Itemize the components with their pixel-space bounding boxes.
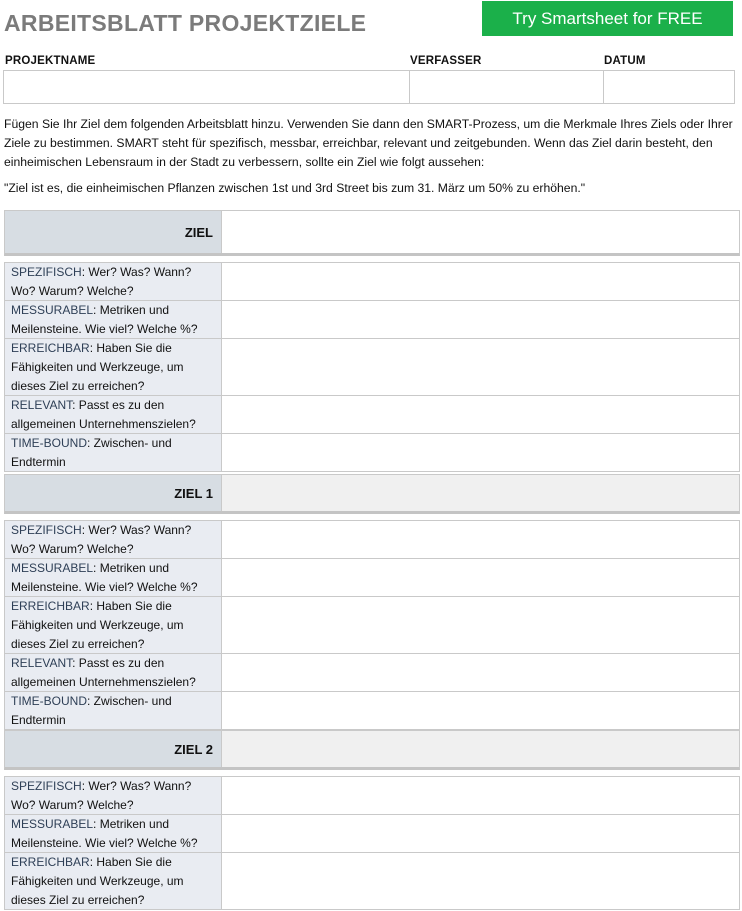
smart-field[interactable] [222,559,739,596]
goal-row [4,730,740,770]
goal-section [4,474,740,730]
smart-field[interactable] [222,777,739,814]
smart-key: MESSURABEL [11,817,94,831]
project-name-field[interactable] [4,71,410,103]
example-goal-text: "Ziel ist es, die einheimischen Pflanzen zwischen 1st und 3rd Street bis zum 31. März um 50% zu erhöhen." [4,181,586,195]
smart-row-measurable [5,559,739,597]
smart-row-time-bound [5,692,739,730]
smart-field[interactable] [222,597,739,653]
smart-row-achievable [5,597,739,654]
smart-row-measurable [5,815,739,853]
smart-desc: : Haben Sie die Fähigkeiten und Werkzeuge, um dieses Ziel zu erreichen? [11,855,184,907]
author-field[interactable] [410,71,604,103]
smart-key: MESSURABEL [11,561,94,575]
smart-desc: : Haben Sie die Fähigkeiten und Werkzeuge, um dieses Ziel zu erreichen? [11,599,184,651]
smart-key: SPEZIFISCH [11,265,82,279]
smart-desc: : Wer? Was? Wann? Wo? Warum? Welche? [11,265,192,298]
smart-key: SPEZIFISCH [11,523,82,537]
smart-row-time-bound [5,434,739,472]
goal-section [4,730,740,910]
goal-field[interactable] [222,731,739,767]
author-label: VERFASSER [410,55,482,67]
smart-row-specific [5,521,739,559]
smart-key: RELEVANT [11,656,73,670]
smart-field[interactable] [222,654,739,691]
date-label: DATUM [604,55,646,67]
smart-key: MESSURABEL [11,303,94,317]
smart-field[interactable] [222,301,739,338]
smart-key: ERREICHBAR [11,599,90,613]
smart-desc: : Metriken und Meilensteine. Wie viel? Welche %? [11,561,198,594]
try-smartsheet-button[interactable]: Try Smartsheet for FREE [482,1,733,36]
goal-section [4,210,740,472]
smart-row-achievable [5,853,739,910]
smart-row-specific [5,263,739,301]
goal-row [4,474,740,514]
goal-field[interactable] [222,475,739,511]
smart-desc: : Passt es zu den allgemeinen Unternehmenszielen? [11,656,196,689]
goal-label: ZIEL 2 [5,731,222,767]
smart-field[interactable] [222,339,739,395]
smart-desc: : Wer? Was? Wann? Wo? Warum? Welche? [11,523,192,556]
smart-row-specific [5,777,739,815]
smart-key: ERREICHBAR [11,341,90,355]
goal-field[interactable] [222,211,739,253]
smart-key: TIME-BOUND [11,694,87,708]
smart-desc: : Metriken und Meilensteine. Wie viel? Welche %? [11,303,198,336]
smart-field[interactable] [222,521,739,558]
smart-desc: : Wer? Was? Wann? Wo? Warum? Welche? [11,779,192,812]
goal-label: ZIEL 1 [5,475,222,511]
smart-desc: : Zwischen- und Endtermin [11,694,172,727]
smart-field[interactable] [222,263,739,300]
goal-row [4,210,740,256]
smart-field[interactable] [222,434,739,471]
smart-key: SPEZIFISCH [11,779,82,793]
smart-key: ERREICHBAR [11,855,90,869]
header-fields [3,70,735,104]
smart-desc: : Passt es zu den allgemeinen Unternehmenszielen? [11,398,196,431]
goal-label: ZIEL [5,211,222,253]
page-title: ARBEITSBLATT PROJEKTZIELE [4,10,367,36]
smart-row-achievable [5,339,739,396]
smart-row-relevant [5,654,739,692]
smart-row-relevant [5,396,739,434]
smart-field[interactable] [222,692,739,729]
smart-field[interactable] [222,396,739,433]
smart-desc: : Haben Sie die Fähigkeiten und Werkzeuge, um dieses Ziel zu erreichen? [11,341,184,393]
smart-desc: : Metriken und Meilensteine. Wie viel? Welche %? [11,817,198,850]
project-name-label: PROJEKTNAME [5,55,96,67]
smart-field[interactable] [222,853,739,909]
smart-row-measurable [5,301,739,339]
smart-field[interactable] [222,815,739,852]
date-field[interactable] [604,71,734,103]
smart-key: TIME-BOUND [11,436,87,450]
smart-key: RELEVANT [11,398,73,412]
intro-text: Fügen Sie Ihr Ziel dem folgenden Arbeitsblatt hinzu. Verwenden Sie dann den SMART-Prozess, um die Merkmale Ihres Ziels oder Ihrer Ziele zu bestimmen. SMART steht für spezifisch, messbar, erreichbar, relevant und zeitgebunden. Wenn das Ziel darin besteht, den einheimischen Lebensraum in der Stadt zu verbessern, sollte ein Ziel wie folgt aussehen: [4,117,733,169]
smart-desc: : Zwischen- und Endtermin [11,436,172,469]
